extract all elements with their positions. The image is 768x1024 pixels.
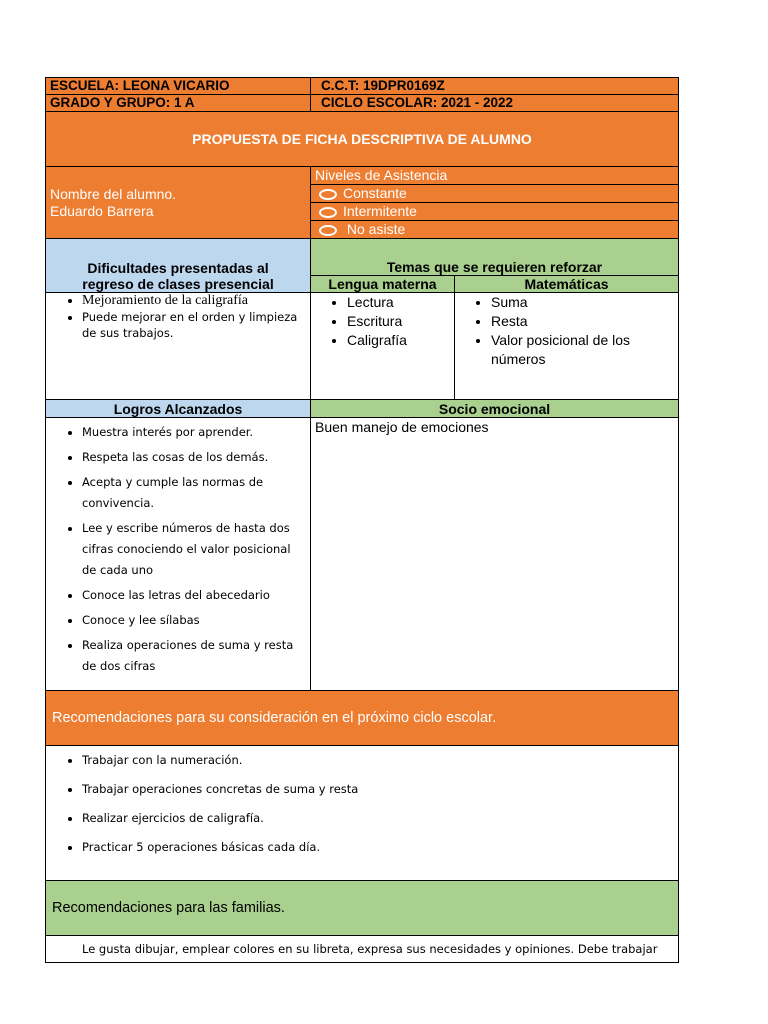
list-item: • Mejoramiento de la caligrafía (82, 293, 306, 309)
recomendaciones-ciclo-list (50, 750, 674, 858)
recomendaciones-ciclo-heading: Recomendaciones para su consideración en el próximo ciclo escolar. (46, 691, 679, 746)
list-item: • Practicar 5 operaciones básicas cada día. (82, 837, 674, 858)
list-item: • Respeta las cosas de los demás. (82, 447, 306, 468)
alumno-cell (46, 167, 311, 239)
asistencia-option-intermitente[interactable] (311, 203, 679, 221)
asistencia-option-label: Intermitente (343, 203, 417, 219)
list-item: • Acepta y cumple las normas de convivencia. (82, 472, 306, 514)
lengua-heading: Lengua materna (311, 276, 455, 293)
list-item: • Realiza operaciones de suma y resta de dos cifras (82, 635, 306, 677)
grado-cell: GRADO Y GRUPO: 1 A (46, 95, 311, 112)
recomendaciones-ciclo-cell (46, 746, 679, 881)
matematicas-cell (455, 293, 679, 400)
asistencia-option-label: Constante (343, 185, 407, 201)
list-item: • Resta (491, 312, 674, 331)
ficha-descriptiva (45, 77, 678, 963)
list-item: • Escritura (347, 312, 450, 331)
alumno-label: Nombre del alumno. (50, 185, 177, 202)
matematicas-heading: Matemáticas (455, 276, 679, 293)
asistencia-option-label: No asiste (346, 221, 406, 237)
dificultades-heading (46, 239, 311, 293)
temas-heading: Temas que se requieren reforzar (311, 239, 679, 276)
dificultades-list (50, 293, 306, 341)
list-item: • Trabajar operaciones concretas de suma y resta (82, 779, 674, 800)
dificultades-heading-line2: regreso de clases presencial (82, 276, 274, 292)
asistencia-option-constante[interactable] (311, 185, 679, 203)
recomendaciones-familias-heading: Recomendaciones para las familias. (46, 881, 679, 936)
list-item: • Puede mejorar en el orden y limpieza de sus trabajos. (82, 309, 306, 341)
list-item: • Caligrafía (347, 331, 450, 350)
list-item: • Trabajar con la numeración. (82, 750, 674, 771)
dificultades-heading-line1: Dificultades presentadas al (87, 260, 269, 276)
lengua-cell (311, 293, 455, 400)
radio-oval-icon (319, 189, 337, 200)
logros-list (50, 422, 306, 677)
list-item: • Suma (491, 293, 674, 312)
list-item: • Conoce y lee sílabas (82, 610, 306, 631)
list-item: • Lee y escribe números de hasta dos cifras conociendo el valor posicional de cada uno (82, 518, 306, 581)
radio-oval-icon (319, 207, 337, 218)
list-item: • Lectura (347, 293, 450, 312)
asistencia-label: Niveles de Asistencia (311, 167, 679, 185)
dificultades-cell (46, 293, 311, 400)
list-item: • Le gusta dibujar, emplear colores en su libreta, expresa sus necesidades y opiniones. Debe trabajar (82, 939, 674, 960)
cct-cell: C.C.T: 19DPR0169Z (311, 78, 679, 95)
page-title: PROPUESTA DE FICHA DESCRIPTIVA DE ALUMNO (46, 112, 679, 167)
lengua-list (315, 293, 450, 350)
ficha-table (45, 77, 679, 963)
recomendaciones-familias-cell (46, 936, 679, 963)
list-item: • Conoce las letras del abecedario (82, 585, 306, 606)
list-item: • Realizar ejercicios de caligrafía. (82, 808, 674, 829)
ciclo-cell: CICLO ESCOLAR: 2021 - 2022 (311, 95, 679, 112)
socio-cell: Buen manejo de emociones (311, 418, 679, 691)
logros-heading: Logros Alcanzados (46, 400, 311, 418)
list-item: • Muestra interés por aprender. (82, 422, 306, 443)
radio-oval-icon (319, 225, 337, 236)
logros-cell (46, 418, 311, 691)
list-item: • Valor posicional de los números (491, 331, 674, 369)
matematicas-list (459, 293, 674, 369)
socio-heading: Socio emocional (311, 400, 679, 418)
recomendaciones-familias-list (50, 939, 674, 960)
alumno-name: Eduardo Barrera (50, 202, 154, 219)
escuela-cell: ESCUELA: LEONA VICARIO (46, 78, 311, 95)
asistencia-option-no-asiste[interactable] (311, 221, 679, 239)
